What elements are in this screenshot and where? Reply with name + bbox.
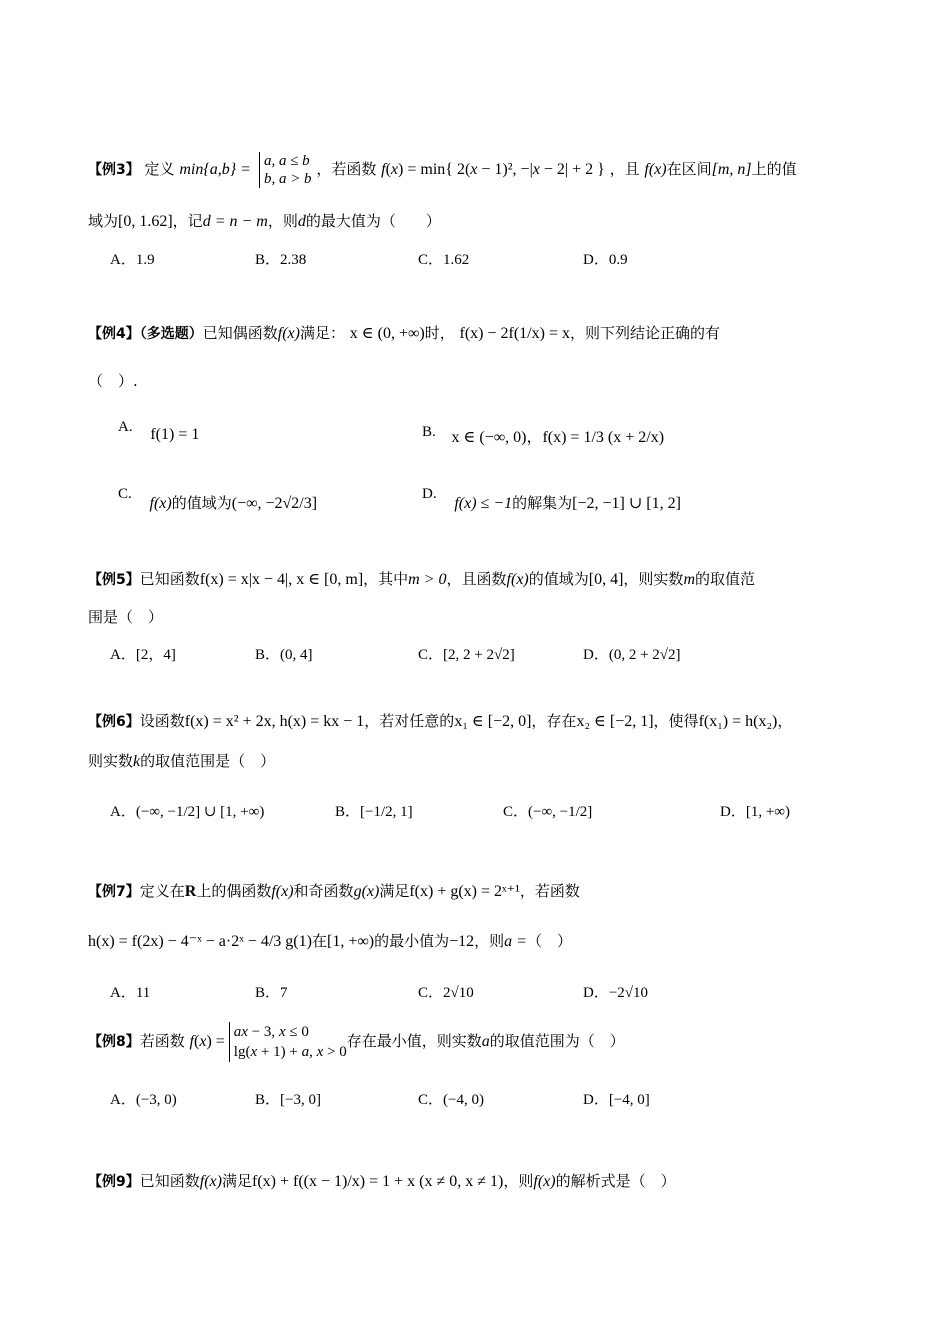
- ex5-option-c: C．[2, 2 + 2√2]: [418, 647, 515, 663]
- ex4-tag: 【例4】: [88, 326, 140, 342]
- ex5-line1: 【例5】已知函数f(x) = x|x − 4|, x ∈ [0, m]，其中m > 0，且函数f(x)的值域为[0, 4]，则实数m的取值范: [88, 570, 756, 588]
- ex6-option-d: D．[1, +∞): [720, 804, 790, 820]
- ex4-option-c: C. f(x)的值域为(−∞, −2√2/3]: [118, 486, 318, 512]
- ex8-option-d: D．[−4, 0]: [583, 1092, 650, 1108]
- ex8-tag: 【例8】: [88, 1034, 140, 1050]
- ex6-line1: 【例6】设函数f(x) = x² + 2x, h(x) = kx − 1，若对任意的x₁ ∈ [−2, 0]，存在x₂ ∈ [−2, 1]，使得f(x₁) = h(x₂)，: [88, 712, 793, 730]
- ex3-option-d: D．0.9: [583, 252, 628, 268]
- ex4-line2: （ ）.: [88, 372, 138, 390]
- ex6-option-b: B．[−1/2, 1]: [335, 804, 413, 820]
- ex7-line1: 【例7】定义在R上的偶函数f(x)和奇函数g(x)满足f(x) + g(x) = 2ˣ⁺¹，若函数: [88, 882, 580, 900]
- ex5-line2: 围是（ ）: [88, 608, 164, 626]
- ex5-option-a: A．[2，4]: [110, 647, 176, 663]
- ex3-line1: 【例3】 定义 min{a,b} = a, a ≤ b b, a > b ，若函数 f(x) = min{ 2(x − 1)², −|x − 2| + 2 } ，且 f(x)在区间[m, n]上的值: [88, 153, 797, 187]
- ex4-option-a: A. f(1) = 1: [118, 419, 200, 443]
- ex5-option-b: B．(0, 4]: [255, 647, 313, 663]
- ex6-option-a: A．(−∞, −1/2] ∪ [1, +∞): [110, 804, 265, 820]
- min-definition: min{a,b} = a, a ≤ b b, a > b: [179, 153, 312, 187]
- ex7-option-d: D．−2√10: [583, 985, 649, 1001]
- ex7-option-c: C．2√10: [418, 985, 474, 1001]
- ex5-tag: 【例5】: [88, 572, 140, 588]
- ex6-tag: 【例6】: [88, 714, 140, 730]
- ex9-tag: 【例9】: [88, 1174, 140, 1190]
- ex3-tag: 【例3】: [88, 162, 140, 178]
- ex7-option-b: B．7: [255, 985, 288, 1001]
- ex7-line2: h(x) = f(2x) − 4⁻ˣ − a·2ˣ − 4/3 g(1)在[1, +∞)的最小值为−12，则a =（ ）: [88, 932, 572, 950]
- ex3-line2: 域为[0, 1.62]，记d = n − m，则d的最大值为（ ）: [88, 212, 441, 230]
- ex4-option-b: B. x ∈ (−∞, 0)，f(x) = 1/3 (x + 2/x): [422, 424, 665, 446]
- ex3-option-b: B．2.38: [255, 252, 307, 268]
- ex8-option-a: A．(−3, 0): [110, 1092, 177, 1108]
- ex3-option-c: C．1.62: [418, 252, 470, 268]
- ex4-option-d: D. f(x) ≤ −1的解集为[−2, −1] ∪ [1, 2]: [422, 486, 681, 512]
- ex7-option-a: A．11: [110, 985, 151, 1001]
- ex3-option-a: A．1.9: [110, 252, 155, 268]
- ex7-tag: 【例7】: [88, 884, 140, 900]
- ex8-option-c: C．(−4, 0): [418, 1092, 484, 1108]
- ex9-line1: 【例9】已知函数f(x)满足f(x) + f((x − 1)/x) = 1 + x (x ≠ 0, x ≠ 1)，则f(x)的解析式是（ ）: [88, 1172, 676, 1190]
- ex6-option-c: C．(−∞, −1/2]: [503, 804, 593, 820]
- ex8-line1: 【例8】若函数 f(x) = ax − 3, x ≤ 0 lg(x + 1) + a, x > 0存在最小值，则实数a的取值范围为（ ）: [88, 1024, 625, 1060]
- ex5-option-d: D．(0, 2 + 2√2]: [583, 647, 681, 663]
- ex6-line2: 则实数k的取值范围是（ ）: [88, 752, 276, 770]
- piecewise-f: f(x) = ax − 3, x ≤ 0 lg(x + 1) + a, x > 0: [189, 1024, 347, 1060]
- ex8-option-b: B．[−3, 0]: [255, 1092, 321, 1108]
- ex4-line1: 【例4】（多选题）已知偶函数f(x)满足： x ∈ (0, +∞)时， f(x) − 2f(1/x) = x，则下列结论正确的有: [88, 324, 720, 342]
